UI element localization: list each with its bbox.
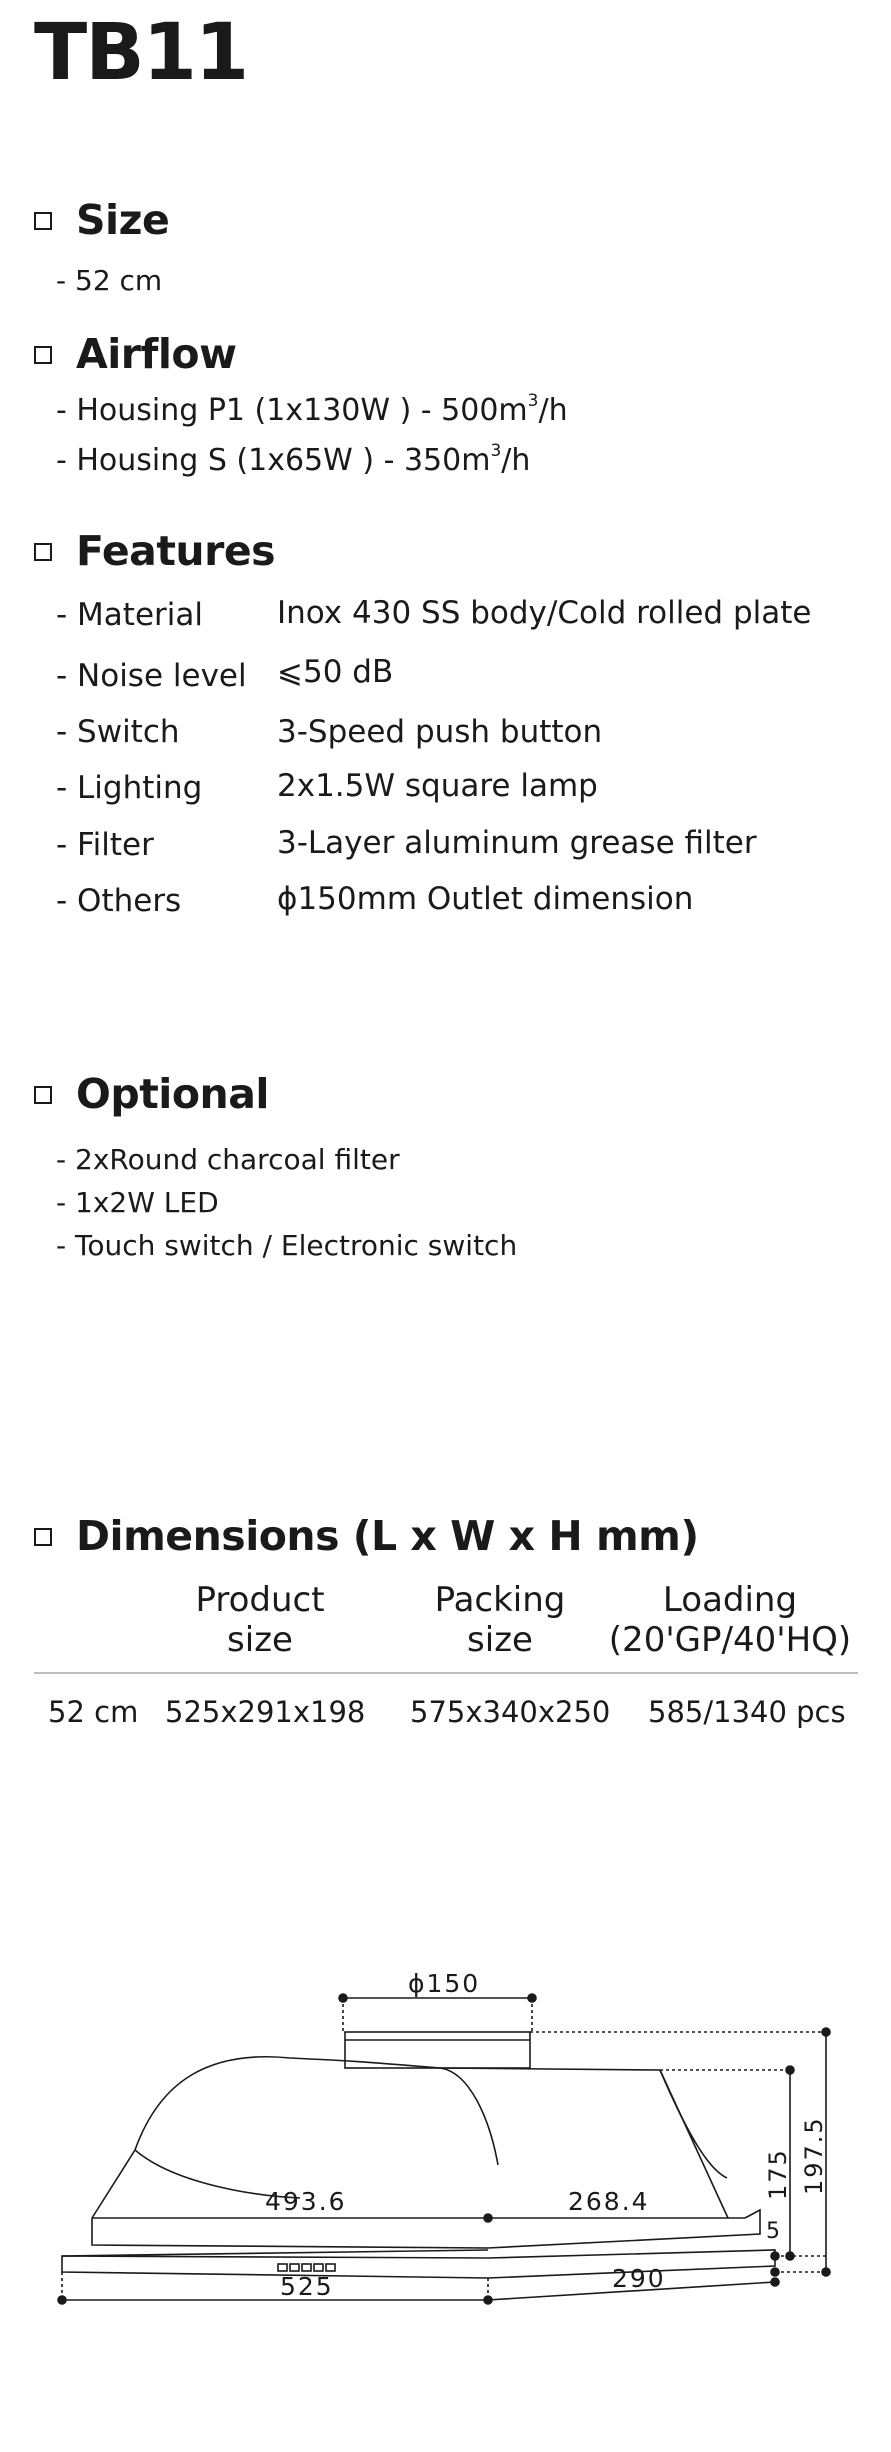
checkbox-square-icon [34,346,52,364]
product-dimension-drawing [0,1960,891,2450]
table-divider [34,1672,858,1674]
lip-height-label: 5 [766,2219,780,2244]
column-header-packing-size: Packing size [434,1580,566,1660]
feature-label: - Filter [56,827,154,863]
optional-item: - 1x2W LED [56,1186,219,1219]
airflow-line-p1: - Housing P1 (1x130W ) - $500m^3/h$ [56,391,568,428]
feature-value: Inox 430 SS body/Cold rolled plate [277,595,812,631]
column-header-product-size: Product size [195,1580,325,1660]
feature-value: ⩽50 dB [277,654,394,690]
feature-label: - Noise level [56,658,247,694]
optional-section-heading [34,1070,269,1118]
checkbox-square-icon [34,212,52,230]
airflow-section-heading [34,330,237,378]
size-section-heading [34,196,170,244]
feature-label: - Switch [56,714,180,750]
checkbox-square-icon [34,1086,52,1104]
features-heading: Features [76,527,276,575]
checkbox-square-icon [34,543,52,561]
table-cell-packing-size: 575x340x250 [410,1695,611,1729]
feature-value: 2x1.5W square lamp [277,768,598,804]
checkbox-square-icon [34,1528,52,1546]
optional-item: - 2xRound charcoal filter [56,1143,400,1176]
side-width-label: 268.4 [568,2187,650,2216]
total-height-label: 197.5 [800,2116,828,2195]
feature-label: - Others [56,883,182,919]
dimensions-section-heading [34,1512,699,1560]
feature-value: ɸ150mm Outlet dimension [277,881,694,917]
outlet-diameter-label: ϕ150 [408,1969,481,1998]
table-cell-size: 52 cm [48,1695,139,1729]
bottom-width-label: 525 [280,2272,334,2301]
feature-value: 3-Layer aluminum grease filter [277,825,757,861]
table-cell-product-size: 525x291x198 [165,1695,366,1729]
size-value: - 52 cm [56,264,163,297]
dimensions-heading: Dimensions (L x W x H mm) [76,1512,699,1560]
size-heading: Size [76,196,170,244]
product-title: TB11 [34,8,248,98]
feature-value: 3-Speed push button [277,714,603,750]
airflow-heading: Airflow [76,330,237,378]
optional-heading: Optional [76,1070,269,1118]
body-height-label: 175 [764,2148,792,2200]
bottom-depth-label: 290 [612,2264,666,2293]
hood-body-outline [135,2057,727,2178]
optional-item: - Touch switch / Electronic switch [56,1229,518,1262]
column-header-loading: Loading (20'GP/40'HQ) [608,1580,852,1660]
table-cell-loading: 585/1340 pcs [648,1695,846,1729]
feature-label: - Lighting [56,770,203,806]
feature-label: - Material [56,597,203,633]
features-section-heading [34,527,276,575]
base-frame [92,2210,760,2248]
airflow-line-s: - Housing S (1x65W ) - $350m^3/h$ [56,441,531,478]
front-width-label: 493.6 [265,2187,347,2216]
